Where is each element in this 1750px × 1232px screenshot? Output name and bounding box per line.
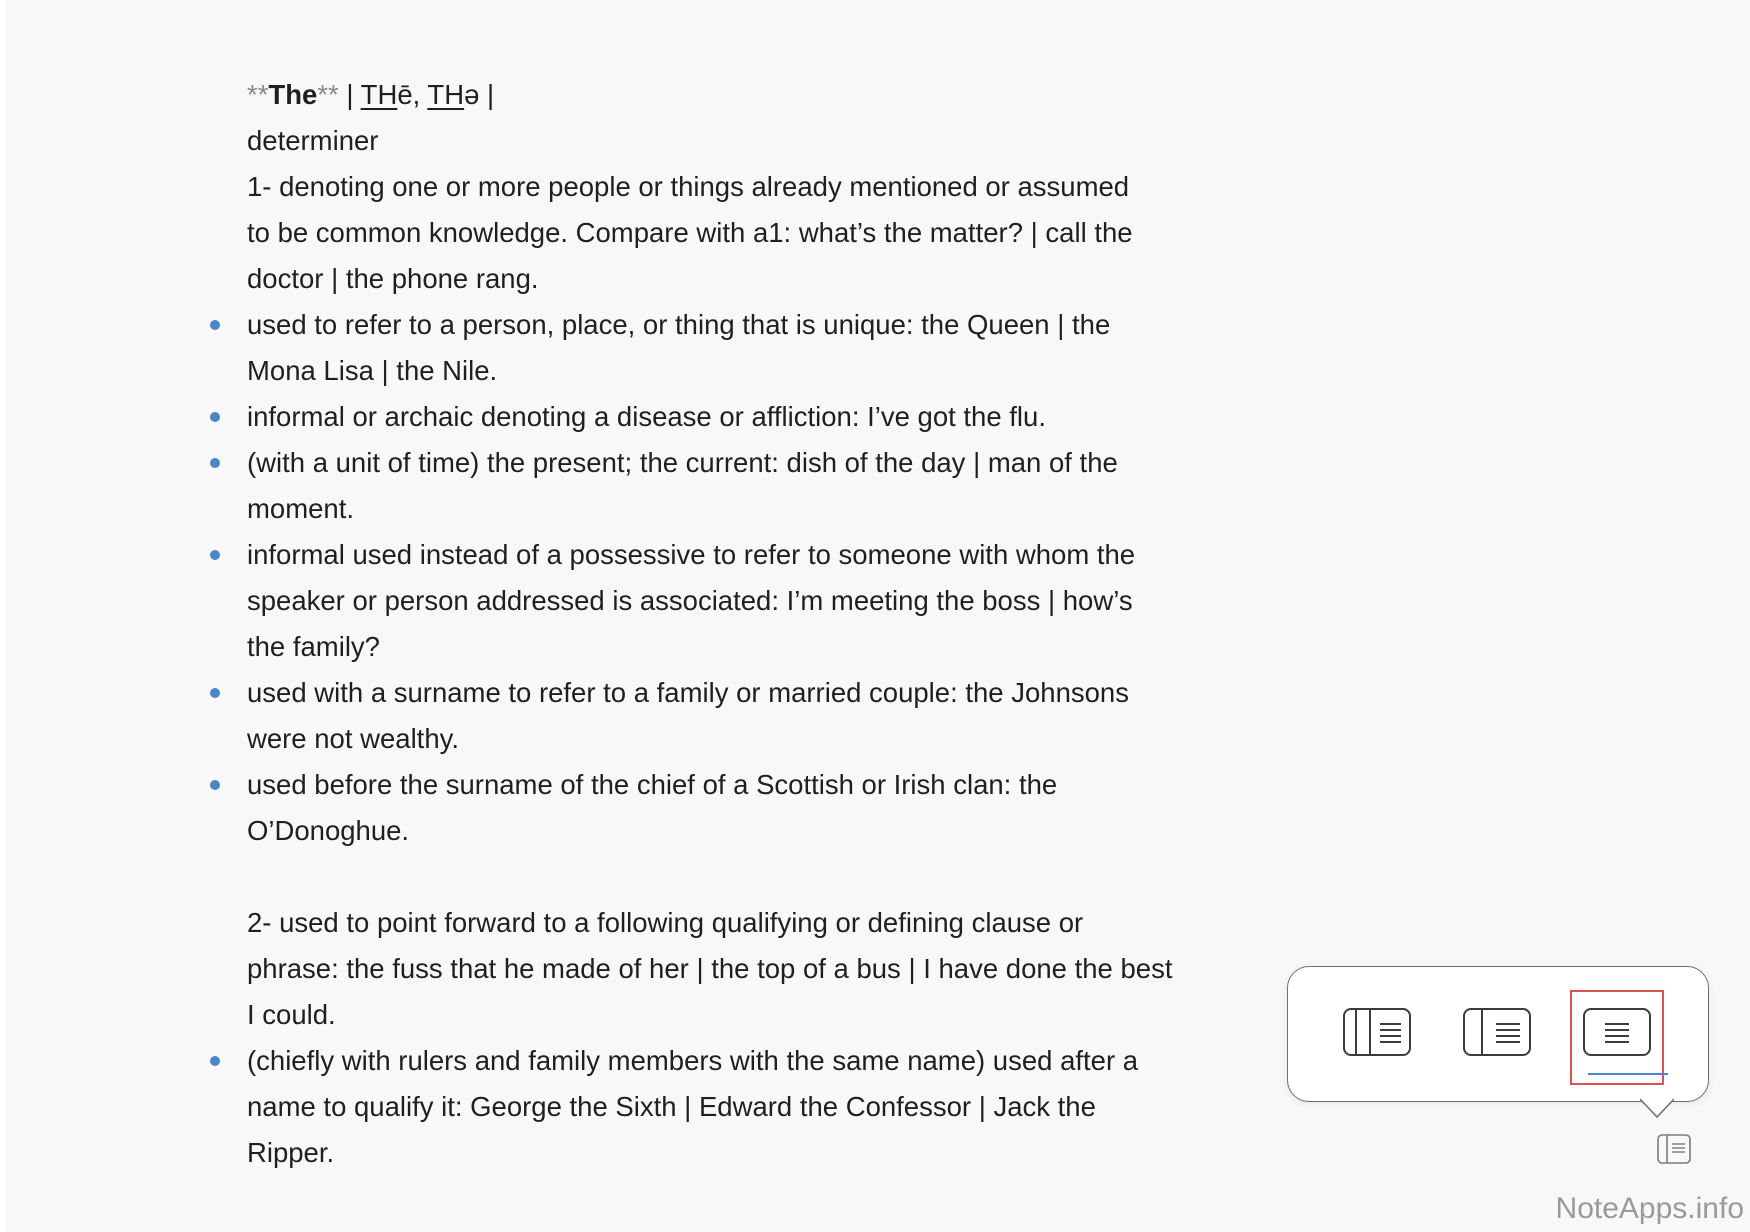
bullet-icon (210, 320, 220, 330)
text-line: O’Donoghue. (247, 815, 410, 846)
text-line: speaker or person addressed is associated: I’m meeting the boss | how’s (247, 585, 1133, 616)
text-line: informal or archaic denoting a disease or affliction: I’ve got the flu. (247, 401, 1046, 432)
text-line: used to refer to a person, place, or thing that is unique: the Queen | the (247, 309, 1111, 340)
text-line: (with a unit of time) the present; the current: dish of the day | man of the (247, 447, 1118, 478)
bullet-icon (210, 688, 220, 698)
pronunciation-separator: | (479, 79, 495, 110)
list-item (247, 394, 1227, 440)
bullet-icon (210, 458, 220, 468)
text-line: used before the surname of the chief of a Scottish or Irish clan: the (247, 769, 1058, 800)
watermark: NoteApps.info (1555, 1192, 1744, 1225)
pronunciation-comma: , (412, 79, 428, 110)
text-line: the family? (247, 631, 380, 662)
selection-highlight (1570, 990, 1664, 1085)
layout-toggle-button[interactable] (1657, 1134, 1691, 1164)
text-line: used with a surname to refer to a family or married couple: the Johnsons (247, 677, 1129, 708)
two-pane-layout-icon (1463, 1007, 1531, 1057)
list-item (247, 762, 1227, 854)
text-line: doctor | the phone rang. (247, 263, 539, 294)
layout-popover (1287, 966, 1709, 1102)
two-pane-layout-button[interactable] (1463, 1007, 1531, 1057)
text-line: 2- used to point forward to a following qualifying or defining clause or (247, 907, 1084, 938)
three-pane-layout-button[interactable] (1343, 1007, 1411, 1057)
bullet-icon (210, 412, 220, 422)
bullet-icon (210, 780, 220, 790)
pronunciation-2-underlined: TH (427, 79, 465, 110)
text-line: were not wealthy. (247, 723, 459, 754)
list-item (247, 670, 1227, 762)
sense-2-definition (247, 900, 1227, 1038)
list-item (247, 532, 1227, 670)
sense-1-definition (247, 164, 1227, 302)
pronunciation-1-underlined: TH (360, 79, 398, 110)
list-item (247, 302, 1227, 394)
part-of-speech: determiner (247, 125, 379, 156)
headword: The (268, 79, 318, 110)
entry-heading (247, 72, 1227, 118)
markdown-bold-marker: ** (247, 79, 269, 110)
pronunciation-separator: | (338, 79, 361, 110)
list-item (247, 1038, 1227, 1176)
three-pane-layout-icon (1343, 1007, 1411, 1057)
blank-line (247, 854, 1227, 900)
sidebar-layout-icon (1657, 1134, 1691, 1164)
list-item (247, 440, 1227, 532)
text-line: Ripper. (247, 1137, 335, 1168)
text-line: 1- denoting one or more people or things already mentioned or assumed (247, 171, 1130, 202)
pronunciation-1-rest: ē (397, 79, 413, 110)
bullet-icon (210, 1056, 220, 1066)
text-line: informal used instead of a possessive to refer to someone with whom the (247, 539, 1136, 570)
bullet-icon (210, 550, 220, 560)
text-line: (chiefly with rulers and family members with the same name) used after a (247, 1045, 1139, 1076)
text-line: I could. (247, 999, 336, 1030)
pronunciation-2-rest: ə (464, 79, 480, 110)
text-line: to be common knowledge. Compare with a1: what’s the matter? | call the (247, 217, 1133, 248)
note-content[interactable] (247, 72, 1227, 1176)
text-line: name to qualify it: George the Sixth | Edward the Confessor | Jack the (247, 1091, 1096, 1122)
text-line: Mona Lisa | the Nile. (247, 355, 498, 386)
selected-indicator (1588, 1073, 1668, 1075)
text-line: phrase: the fuss that he made of her | the top of a bus | I have done the best (247, 953, 1173, 984)
markdown-bold-marker: ** (317, 79, 339, 110)
text-line: moment. (247, 493, 354, 524)
